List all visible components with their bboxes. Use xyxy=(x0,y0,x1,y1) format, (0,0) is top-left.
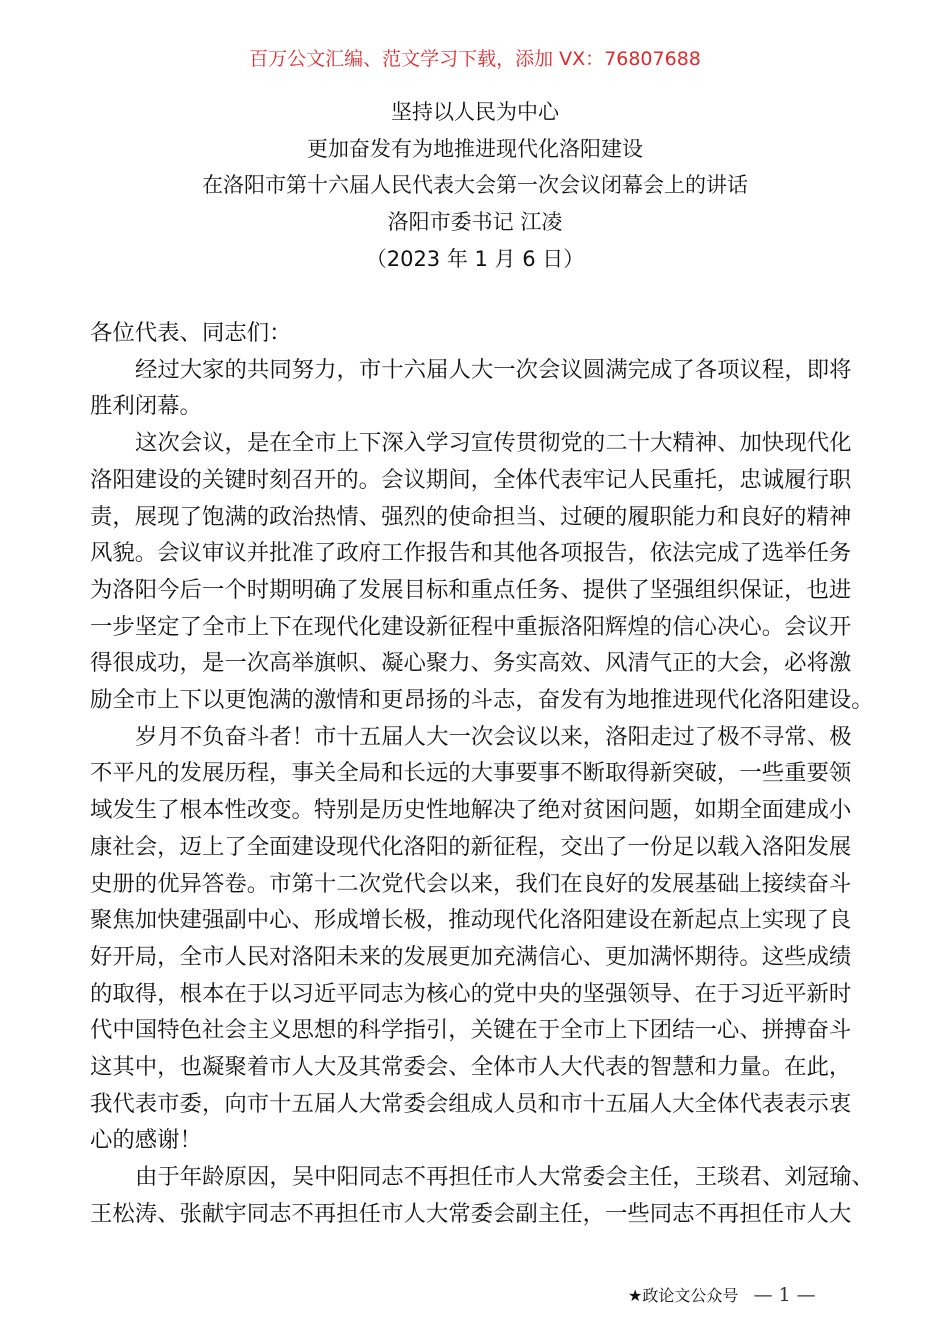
text-line: 风貌。会议审议并批准了政府工作报告和其他各项报告，依法完成了选举任务 xyxy=(90,540,852,567)
text-line: 康社会，迈上了全面建设现代化洛阳的新征程，交出了一份足以载入洛阳发展 xyxy=(90,833,852,860)
paragraph xyxy=(90,1159,880,1232)
text-line: 这其中，也凝聚着市人大及其常委会、全体市人大代表的智慧和力量。在此， xyxy=(90,1054,852,1081)
text-line: 为洛阳今后一个时期明确了发展目标和重点任务、提供了坚强组织保证，也进 xyxy=(90,576,852,603)
text-line: 的取得，根本在于以习近平同志为核心的党中央的坚强领导、在于习近平新时 xyxy=(90,980,852,1007)
text-line: 域发生了根本性改变。特别是历史性地解决了绝对贫困问题，如期全面建成小 xyxy=(90,797,852,824)
document-body xyxy=(90,315,880,1233)
title-line: 洛阳市委书记 江凌 xyxy=(387,210,563,235)
page-number: — 1 — xyxy=(753,1284,816,1306)
text-line: 经过大家的共同努力，市十六届人大一次会议圆满完成了各项议程，即将 xyxy=(135,356,852,383)
paragraph xyxy=(90,425,880,719)
text-line: 心的感谢！ xyxy=(90,1127,202,1154)
text-line: 一步坚定了全市上下在现代化建设新征程中重振洛阳辉煌的信心决心。会议开 xyxy=(90,613,852,640)
text-line: 励全市上下以更饱满的激情和更昂扬的斗志，奋发有为地推进现代化洛阳建设。 xyxy=(90,687,874,714)
paragraph xyxy=(90,315,880,352)
text-line: 洛阳建设的关键时刻召开的。会议期间，全体代表牢记人民重托，忠诚履行职 xyxy=(90,466,852,493)
text-line: 我代表市委，向市十五届人大常委会组成人员和市十五届人大全体代表表示衷 xyxy=(90,1090,852,1117)
page-footer xyxy=(628,1283,816,1308)
text-line: 责，展现了饱满的政治热情、强烈的使命担当、过硬的履职能力和良好的精神 xyxy=(90,503,852,530)
text-line: 由于年龄原因，吴中阳同志不再担任市人大常委会主任，王琰君、刘冠瑜、 xyxy=(135,1164,874,1191)
text-line: 这次会议，是在全市上下深入学习宣传贯彻党的二十大精神、加快现代化 xyxy=(135,430,852,457)
title-line: （2023 年 1 月 6 日） xyxy=(365,246,585,271)
text-line: 代中国特色社会主义思想的科学指引，关键在于全市上下团结一心、拼搏奋斗 xyxy=(90,1017,852,1044)
text-line: 各位代表、同志们： xyxy=(90,320,292,346)
title-line: 更加奋发有为地推进现代化洛阳建设 xyxy=(307,136,643,161)
text-line: 聚焦加快建强副中心、形成增长极，推动现代化洛阳建设在新起点上实现了良 xyxy=(90,907,852,934)
text-line: 胜利闭幕。 xyxy=(90,393,202,420)
text-line: 不平凡的发展历程，事关全局和长远的大事要事不断取得新突破，一些重要领 xyxy=(90,760,852,787)
title-line: 在洛阳市第十六届人民代表大会第一次会议闭幕会上的讲话 xyxy=(202,173,748,198)
title-block xyxy=(0,94,950,278)
title-line: 坚持以人民为中心 xyxy=(391,100,559,124)
text-line: 史册的优异答卷。市第十二次党代会以来，我们在良好的发展基础上接续奋斗 xyxy=(90,870,852,897)
text-line: 得很成功，是一次高举旗帜、凝心聚力、务实高效、风清气正的大会，必将激 xyxy=(90,650,852,677)
watermark-banner: 百万公文汇编、范文学习下载，添加 VX：76807688 xyxy=(249,48,701,70)
text-line: 王松涛、张献宇同志不再担任市人大常委会副主任，一些同志不再担任市人大 xyxy=(90,1200,852,1227)
footer-source: ★政论文公众号 xyxy=(628,1286,739,1305)
text-line: 好开局，全市人民对洛阳未来的发展更加充满信心、更加满怀期待。这些成绩 xyxy=(90,943,852,970)
text-line: 岁月不负奋斗者！市十五届人大一次会议以来，洛阳走过了极不寻常、极 xyxy=(135,723,852,750)
paragraph xyxy=(90,719,880,1159)
paragraph xyxy=(90,352,880,425)
